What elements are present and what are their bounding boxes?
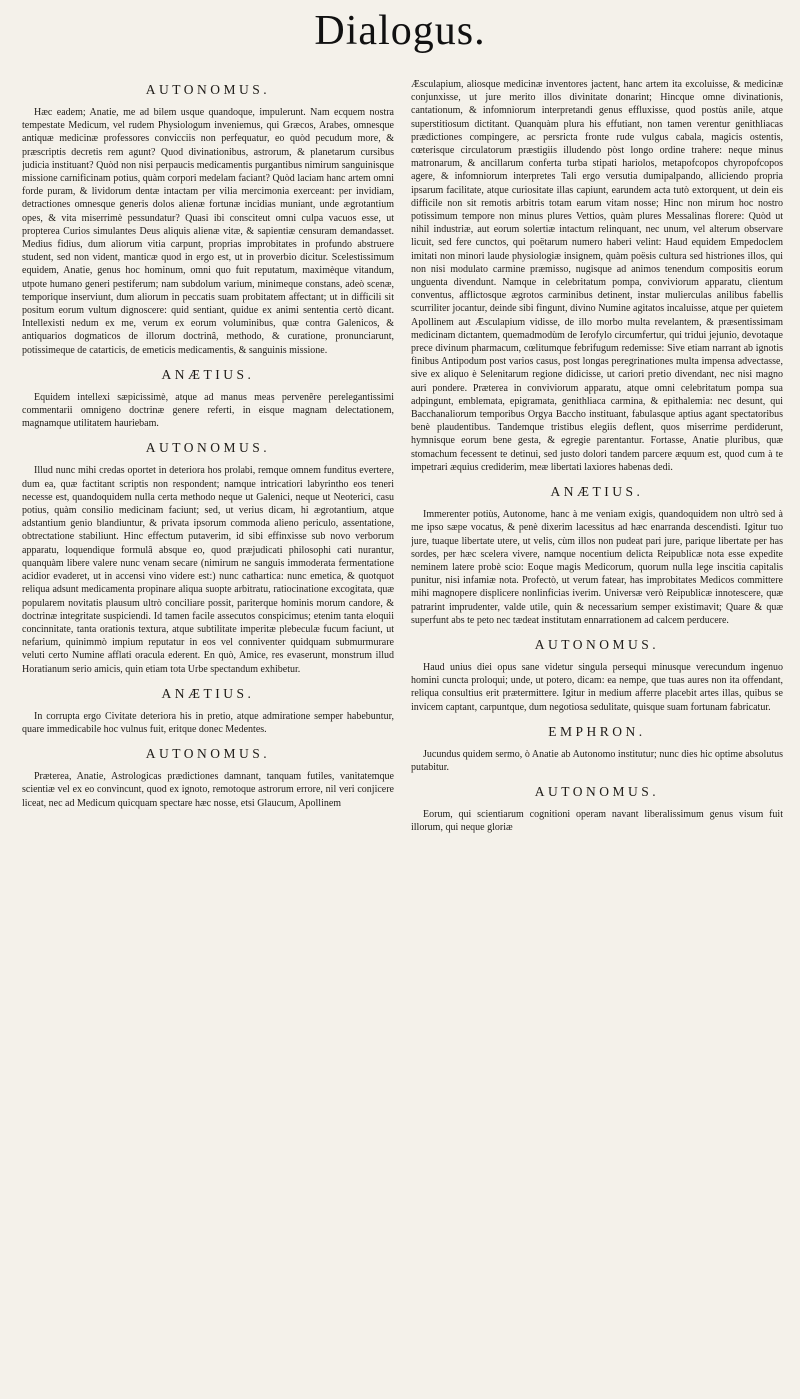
speaker-heading: AUTONOMUS.	[534, 784, 660, 800]
dialogue-paragraph: Hæc eadem; Anatie, me ad bilem usque quandoque, impulerunt. Nam ecquem nostra tempestate Medicum, vel rudem Physiologum inveniemus, qui Græcos, Arabes, omnesque antiquæ medicinæ professores convicciis non perfequatur, eo quòd pecudum more, & præscriptis decretis rem agunt? Quod divinationibus, astrorum, & planetarum cursibus judicia instituant? Quòd non nisi perpaucis medicamentis purgantibus nimirum sanguinisque missione carnificinam potius, quàm corpori medelam faciant? Quòd laciam hanc artem omni forde puram, & lividorum dentæ intactam per vilia mercimonia exerceant: per invidiam, detractiones omnesque generis dolos alienæ fortunæ incidias muniant, unde ægrotantium opes, & vita miserrimè pessundatur? Quasi ibi consciteut omni culpa vacuos esse, ut propterea Curios simulantes Deus aliquis alienæ vitæ, & sapientiæ censuram demandasset. Medius fidius, dum aliorum vitia carpunt, proprias improbitates in profundo abstruere student, sed non vident, manticæ quod in ergo est, ut in proverbio dicitur. Scelestissimum equidem, Anatie, genus hoc hominum, omni quo fuit reputatum, maximèque vitandum, utpote humano generi pestiferum; nam subdolum varium, minimeque constans, adeò scenæ, temporique inserviunt, dum aliorum in peccatis suam probitatem affectant; ut in difficili sit positum eorum vultum dignoscere: quid sentiant, quidue ex animi sententia certò dicant. Intellexisti nedum ex me, verum ex eorum voluminibus, quæ contra Galenicos, & antiquarios dogmaticos de illorum doctrinâ, methodo, & curatione, pronunciarunt, potissimeque de catarticis, de emeticis medicamentis, & sanguinis missione.	[22, 107, 394, 356]
dialogue-paragraph: Eorum, qui scientiarum cognitioni operam navant liberalissimum genus visum fuit illorum, qui neque gloriæ	[411, 809, 783, 834]
dialogue-paragraph: Illud nunc mihi credas oportet in deteriora hos prolabi, remque omnem funditus evertere, dum ea, quæ factitant scriptis non respondent; namque intricatiori labyrintho eos teneri necesse est, quandoquidem nulla certa methodo neque ut Galenici, neque ut Neoterici, casu potius, quàm consilio medicinam faciunt; sed, ut verius dicam, hi ægrotantium, atque adstantium genio blandiuntur, & privata ipsorum commoda alieno periculo, assentatione, obtrectatione stabiliunt. Hinc effectum putaverim, id sibi effinxisse sub novo verborum apparatu, loquendique formulâ absque eo, quod præjudicati philosophi cati nurantur, quanquàm libere valere nunc venam secare (nimirum ne sanguis immoderata fermentatione acidior evaderet, ut in accensi vino videre est:) nunc cathartica: nunc emetica, & quotquot reliqua adsunt medicamenta propinare aliqua suopte arbitratu, ratiocinatione excogitata, quæ popularem novitatis plausum ultrò conciliare possit, pariterque hominis morum candore, & doctrinæ integritate suspiciendi. Id tamen facile assecutos conspicimus; etenim tanta eloquii concinnitate, tanta orationis textura, atque subtilitate imperitæ plebeculæ fucum faciunt, ut nefarium, quinimmò impium reputatur in eos vel conniventer quidquam submurmurare veluti certo Numine afflati oracula ederent. En quò, Amice, res evaserunt, monstrum illud Horatianum serio amicis, quin etiam tota Urbe spectandum exhibetur.	[22, 465, 394, 675]
left-column	[22, 78, 394, 1393]
speaker-heading: ANÆTIUS.	[161, 685, 255, 701]
dialogue-paragraph: In corrupta ergo Civitate deteriora his in pretio, atque admiratione semper habebuntur, quare immedicabile hoc vulnus fuit, eritque donec Medentes.	[22, 710, 394, 735]
speaker-heading: ANÆTIUS.	[161, 366, 255, 382]
dialogue-paragraph: Præterea, Anatie, Astrologicas prædictiones damnant, tanquam futiles, vanitatemque scientiæ vel ex eo convincunt, quod ex ignoto, remotoque astrorum errore, nil veri conjicere liceat, nec ad Medicum quicquam spectare hæc nosse, etsi Glaucum, Apollinem	[22, 771, 394, 809]
speaker-heading: AUTONOMUS.	[145, 82, 271, 97]
speaker-heading: ANÆTIUS.	[550, 484, 644, 500]
dialogue-paragraph: Immerenter potiùs, Autonome, hanc à me veniam exigis, quandoquidem non ultrò sed à me ipso sæpe vocatus, & penè dixerim lacessitus ad hæc enarranda descendisti. Igitur tuo jure, tuaque libertate utere, ut velis, cùm illos non pudeat pari jure, parique libertate per has sordes, per hæc scelera vivere, namque nocentium delicta Reipublicæ nota esse expedite neminem latere probè scio: Eoque magis Medicorum, quorum nulla lege inscitia capitalis punitur, nisi infamiæ nota. Profectò, ut verum fatear, has improbitates Medicos committere mihi magnopere displicere nonlinficias iverim. Universæ verò Reipublicæ innotescere, quæ patrarint imprudenter, valde utile, quin & necessarium semper existimavit; Quare & quæ superfunt abs te peto nec tædeat institutam ennarrationem ad calcem perducere.	[411, 509, 783, 626]
dialogue-paragraph: Æsculapium, aliosque medicinæ inventores jactent, hanc artem ita excoluisse, & medicinæ conjunxisse, ut jure merito illos divinitate donarint; Hincque omne divinationis, cantationum, & infomniorum interpretandi genus effluxisse, quod postùs anile, atque superstitiosum dictitant. Quanquàm plura his effutiant, non tamen verentur genithliacas prædictiones compingere, ac persricta fronte rude vulgus cabala, magicis ostentis, cœterisque circulatorum præstigiis illudendo pòst longo ordine trahere: neque minus matronarum, & ancillarum conferta turba stipati hariolos, metapofcopos chyropofcopos agere, & infomniorum interpretes Tali ergo versutia dumipalpando, alliciendo propria ipsarum facilitate, atque curiositate illas capiunt, earundem acta tutò extorquent, ut dein eis difficile non sit remotis arbitris totam earum vitam nosse; Hinc non mirum hoc nostro potissimum tempore non minus plures Vettios, quàm plures Messalinas florere: Quòd ut nihil industriæ, aut eorum solertiæ intactum relinquant, nec unum, vel alterum observare licuit, sed fere cunctos, qui poëtarum numero haberi velint: Haud equidem Empedoclem imitati non minori laude physiologiæ insignem, quàm poësis cultura sed histriones illos, qui non nisi modulato carmine præmisso, nugisque ad animos tenendum compositis eorum unguenta divendunt. Namque in celebritatum pompa, conviviorum apparatu, clientum conventus, afflictosque ægrotos carminibus detinent, instar mulierculas anilibus fabellis scurriliter jocantur, deinde sibi fingunt, divino Numine agitatos incaluisse, atque per quietem Apollinem aut Æsculapium vidisse, de illo morbo multa revelantem, & præsentissimam medicinam dictantem, quemadmodùm de Ierofylo circumfertur, qui tridui jejunio, devotaque prece divinum pharmacum, cœlitumque febrifugum redemisse: Sive etiam narrant ab ignotis finibus Antipodum post varios casus, post longas peregrinationes multa impensa advectasse, sive ex aliquo è Selenitarum regione didicisse, ut cariori pretio divendant, nec nisi magno auri pondere. Præterea in conviviorum apparatu, atque omni celebritatum pompa sua adpingunt, emblemata, epigramata, genithliaca carmina, & epithalemia: nec desunt, qui Bacchanaliorum temporibus Orgya Baccho instituant, fabulasque aptius agant spectatoribus benè plaudentibus. Tandemque tristibus elegiis deflent, quos miserrime perdiderunt, hymnisque eorum bene gesta, & egregie parentantur. Fortasse, Anatie pluribus, quæ stomachum fecessent te detinui, sed justo dolori tandem parcere æquum est, quod cum à te impetrari æquius crediderim, meæ libertati laxiores habenas dedi.	[411, 79, 783, 473]
speaker-heading: AUTONOMUS.	[145, 440, 271, 456]
dialogue-paragraph: Jucundus quidem sermo, ò Anatie ab Autonomo institutur; nunc dies hic optime absolutus putabitur.	[411, 748, 783, 773]
dialogue-paragraph: Haud unius diei opus sane videtur singula persequi minusque verecundum ingenuo homini cuncta proloqui; unde, ut potero, dicam: ea nempe, que tuas aures non ita offendant, reliqua consultius erit prætermittere. Igitur in medium afferre placebit artes illas, quibus se invicem captant, carpuntque, dum negotiosa sedulitate, quisque suam fortunam fabricatur.	[411, 661, 783, 713]
speaker-heading: AUTONOMUS.	[145, 746, 271, 762]
dialogue-paragraph: Equidem intellexi sæpicissimè, atque ad manus meas pervenêre perelegantissimi commentarii omnigeno doctrinæ genere referti, in eisque magnam delectationem, magnamque utilitatem hauriebam.	[22, 391, 394, 430]
speaker-heading: EMPHRON.	[548, 723, 646, 739]
right-column	[411, 78, 783, 1393]
page-title: Dialogus.	[314, 8, 486, 54]
speaker-heading: AUTONOMUS.	[534, 636, 660, 652]
